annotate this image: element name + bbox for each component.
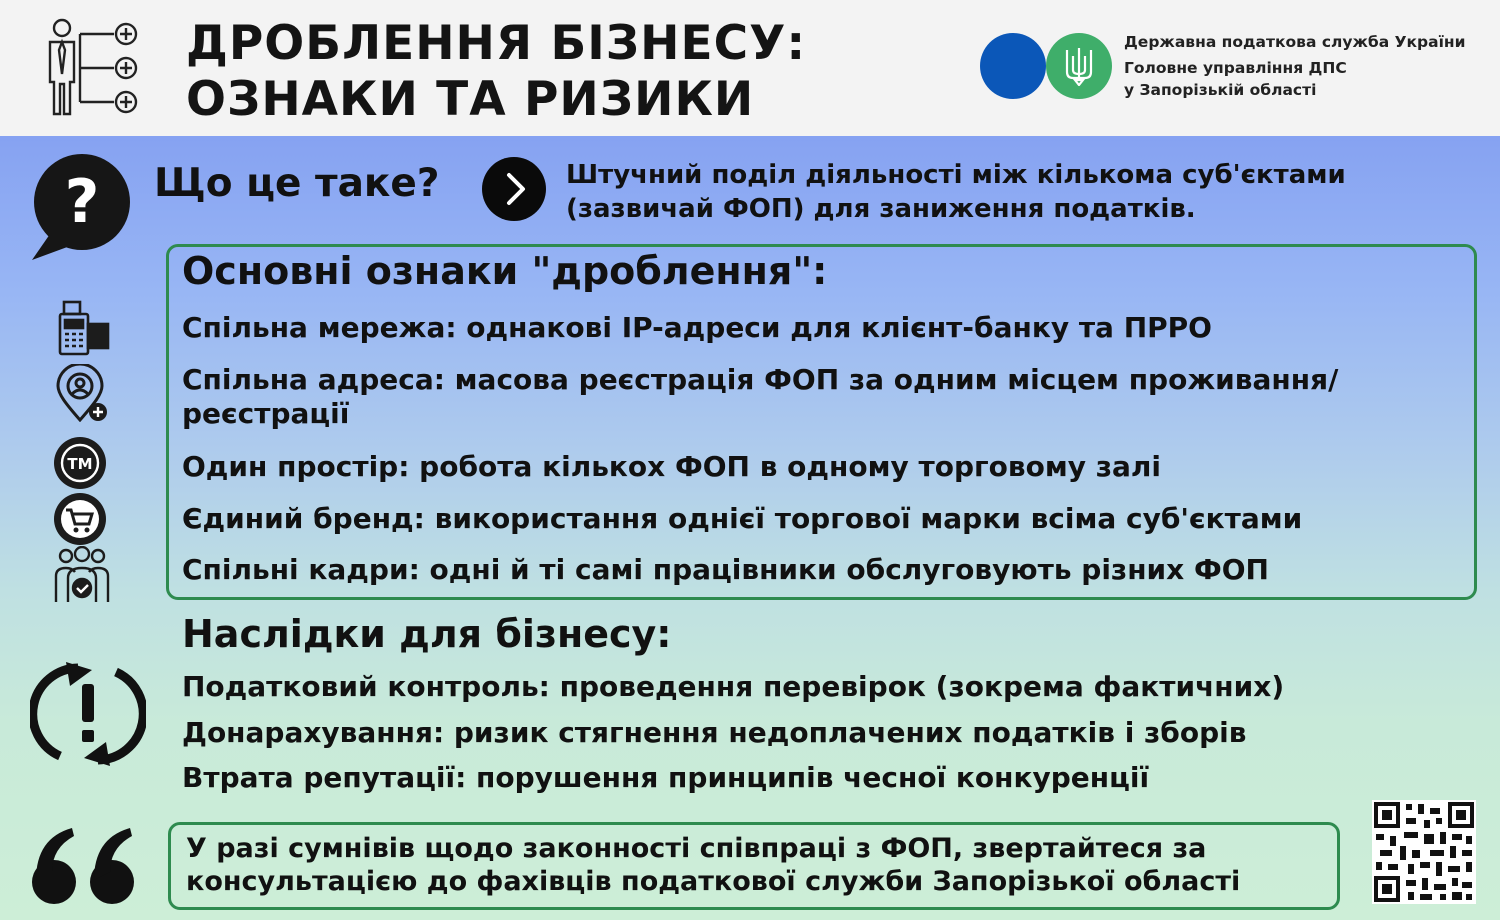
consequence-item: Податковий контроль: проведення перевірок (зокрема фактичних) (182, 670, 1285, 703)
team-check-icon (52, 546, 112, 604)
signs-title: Основні ознаки "дроблення": (182, 249, 828, 293)
trademark-badge-icon (52, 434, 112, 492)
sign-item: Спільна адреса: масова реєстрація ФОП за одним місцем проживання/реєстрації (182, 363, 1339, 430)
contact-text: У разі сумнівів щодо законності співпраці з ФОП, звертайтеся за консультацією до фахівців податкової служби Запорізької області (186, 833, 1241, 897)
warning-cycle-icon (30, 656, 146, 772)
logo-trident-circle (1046, 33, 1112, 99)
header (0, 0, 1500, 136)
definition-text: Штучний поділ діяльності між кількома суб'єктами (зазвичай ФОП) для заниження податків. (566, 160, 1346, 224)
trident-icon (1063, 46, 1095, 86)
what-is-it-label: Що це таке? (154, 161, 440, 206)
org-name (1124, 31, 1465, 101)
question-bubble-icon (28, 150, 132, 262)
org-line-3: у Запорізькій області (1124, 81, 1317, 99)
svg-text:?: ? (64, 167, 100, 237)
sign-item: Єдиний бренд: використання однієї торгової марки всіма суб'єктами (182, 502, 1303, 535)
consequence-item: Донарахування: ризик стягнення недоплачених податків і зборів (182, 716, 1247, 749)
svg-text:TM: TM (67, 455, 93, 473)
location-person-icon (52, 364, 112, 422)
org-line-1: Державна податкова служба України (1124, 33, 1466, 51)
cart-badge-icon (52, 490, 112, 548)
business-split-icon (40, 16, 144, 120)
cash-register-icon (52, 300, 112, 358)
title-line-2: ОЗНАКИ ТА РИЗИКИ (186, 72, 755, 127)
sign-item: Спільна мережа: однакові IP-адреси для клієнт-банку та ПРРО (182, 311, 1212, 344)
qr-code-icon[interactable] (1372, 800, 1476, 904)
org-line-2: Головне управління ДПС (1124, 59, 1347, 77)
sign-item: Один простір: робота кількох ФОП в одному торговому залі (182, 450, 1161, 483)
logo-blue-circle (980, 33, 1046, 99)
quote-icon (30, 826, 142, 906)
arrow-right-icon (482, 157, 546, 221)
consequence-item: Втрата репутації: порушення принципів чесної конкуренції (182, 761, 1150, 794)
sign-item: Спільні кадри: одні й ті самі працівники обслуговують різних ФОП (182, 553, 1269, 586)
consequences-title: Наслідки для бізнесу: (182, 612, 672, 656)
page-title (186, 16, 806, 128)
title-line-1: ДРОБЛЕННЯ БІЗНЕСУ: (186, 16, 807, 71)
